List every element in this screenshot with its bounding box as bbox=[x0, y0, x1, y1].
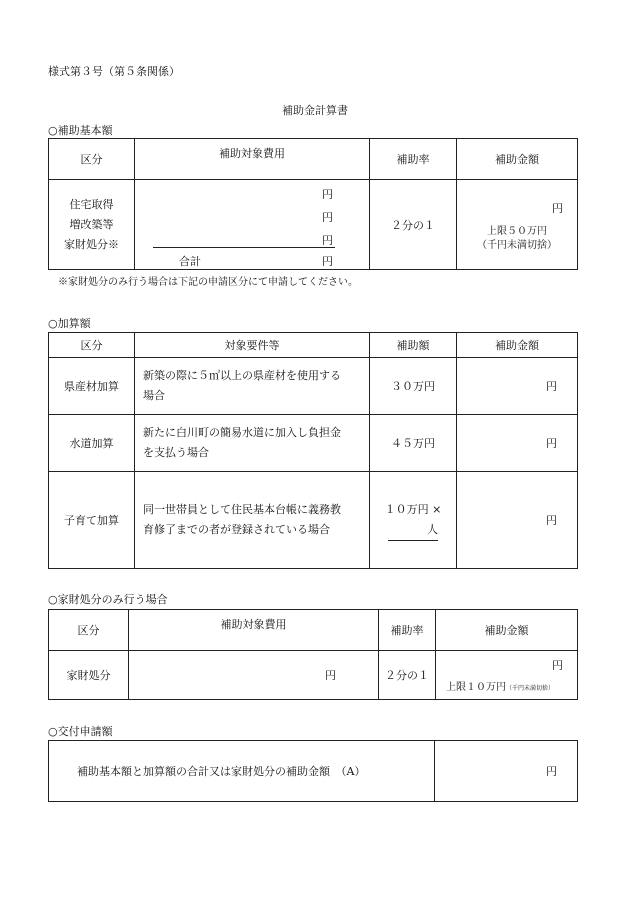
disposal-limit: 上限１０万円 bbox=[446, 681, 506, 693]
addition-value-prefwood: ３０万円 bbox=[370, 358, 457, 415]
basic-col-category: 区分 bbox=[49, 139, 135, 180]
req-line-1: 新たに白川町の簡易水道に加入し負担金 bbox=[143, 426, 341, 439]
addition-col-addition: 補助額 bbox=[370, 333, 457, 358]
basic-table bbox=[48, 138, 578, 270]
req-line-2: を支払う場合 bbox=[143, 446, 209, 459]
table-row bbox=[49, 358, 578, 415]
basic-total-yen: 円 bbox=[322, 254, 333, 268]
basic-cost-yen-3: 円 bbox=[322, 233, 333, 247]
basic-cost-cell bbox=[135, 180, 370, 270]
table-row bbox=[49, 415, 578, 472]
basic-col-cost: 補助対象費用 bbox=[135, 139, 370, 180]
disposal-category: 家財処分 bbox=[49, 651, 129, 700]
grant-amount-yen: 円 bbox=[435, 741, 578, 802]
basic-category-housing: 住宅取得 bbox=[69, 197, 114, 211]
basic-cost-yen-2: 円 bbox=[322, 210, 333, 224]
addition-req-water bbox=[135, 415, 370, 472]
document-title: 補助金計算書 bbox=[282, 104, 348, 117]
basic-amount-cell bbox=[457, 180, 578, 270]
basic-amount-yen: 円 bbox=[552, 201, 563, 215]
disposal-table bbox=[48, 609, 578, 700]
basic-category-cell bbox=[49, 180, 135, 270]
addition-heading: ○加算額 bbox=[48, 317, 91, 330]
disposal-col-category: 区分 bbox=[49, 610, 129, 651]
disposal-amount-yen: 円 bbox=[552, 658, 563, 672]
basic-limit-note: （千円未満切捨） bbox=[477, 239, 557, 251]
addition-value-childcare: １０万円 × bbox=[384, 502, 442, 516]
addition-col-requirements: 対象要件等 bbox=[135, 333, 370, 358]
req-line-1: 同一世帯員として住民基本台帳に義務教 bbox=[143, 503, 341, 516]
persons-blank: 人 bbox=[388, 520, 438, 541]
basic-total-label: 合計 bbox=[179, 254, 201, 268]
basic-category-disposal: 家財処分※ bbox=[64, 237, 119, 251]
form-number: 様式第３号（第５条関係） bbox=[48, 65, 180, 78]
addition-table bbox=[48, 332, 578, 569]
grant-label: 補助基本額と加算額の合計又は家財処分の補助金額 （A） bbox=[49, 741, 435, 802]
disposal-rate-value: ２分の１ bbox=[379, 651, 436, 700]
disposal-limit-note: （千円未満切捨） bbox=[506, 684, 555, 692]
table-row bbox=[49, 472, 578, 569]
addition-req-prefwood bbox=[135, 358, 370, 415]
disposal-cost-yen: 円 bbox=[129, 651, 379, 700]
addition-value-childcare-cell bbox=[370, 472, 457, 569]
addition-req-childcare bbox=[135, 472, 370, 569]
addition-amount-prefwood: 円 bbox=[457, 358, 578, 415]
grant-heading: ○交付申請額 bbox=[48, 725, 113, 738]
basic-category-renovation: 増改築等 bbox=[69, 217, 114, 231]
addition-amount-water: 円 bbox=[457, 415, 578, 472]
addition-category-water: 水道加算 bbox=[49, 415, 135, 472]
addition-col-category: 区分 bbox=[49, 333, 135, 358]
total-divider bbox=[153, 247, 335, 248]
disposal-col-amount: 補助金額 bbox=[436, 610, 578, 651]
basic-rate-value: ２分の１ bbox=[370, 180, 457, 270]
disposal-amount-cell bbox=[436, 651, 578, 700]
grant-table bbox=[48, 740, 578, 802]
basic-heading: ○補助基本額 bbox=[48, 124, 113, 137]
basic-col-amount: 補助金額 bbox=[457, 139, 578, 180]
addition-category-childcare: 子育て加算 bbox=[49, 472, 135, 569]
req-line-2: 場合 bbox=[143, 389, 165, 402]
basic-col-rate: 補助率 bbox=[370, 139, 457, 180]
disposal-limit-line bbox=[446, 683, 554, 693]
disposal-col-cost: 補助対象費用 bbox=[129, 610, 379, 651]
req-line-2: 育修了までの者が登録されている場合 bbox=[143, 523, 330, 536]
req-line-1: 新築の際に５㎥以上の県産材を使用する bbox=[143, 369, 341, 382]
addition-category-prefwood: 県産材加算 bbox=[49, 358, 135, 415]
basic-note: ※家財処分のみ行う場合は下記の申請区分にて申請してください。 bbox=[58, 277, 358, 288]
disposal-heading: ○家財処分のみ行う場合 bbox=[48, 593, 168, 606]
basic-cost-yen-1: 円 bbox=[322, 187, 333, 201]
addition-value-water: ４５万円 bbox=[370, 415, 457, 472]
basic-limit: 上限５０万円 bbox=[487, 225, 547, 237]
disposal-col-rate: 補助率 bbox=[379, 610, 436, 651]
addition-col-amount: 補助金額 bbox=[457, 333, 578, 358]
addition-amount-childcare: 円 bbox=[457, 472, 578, 569]
